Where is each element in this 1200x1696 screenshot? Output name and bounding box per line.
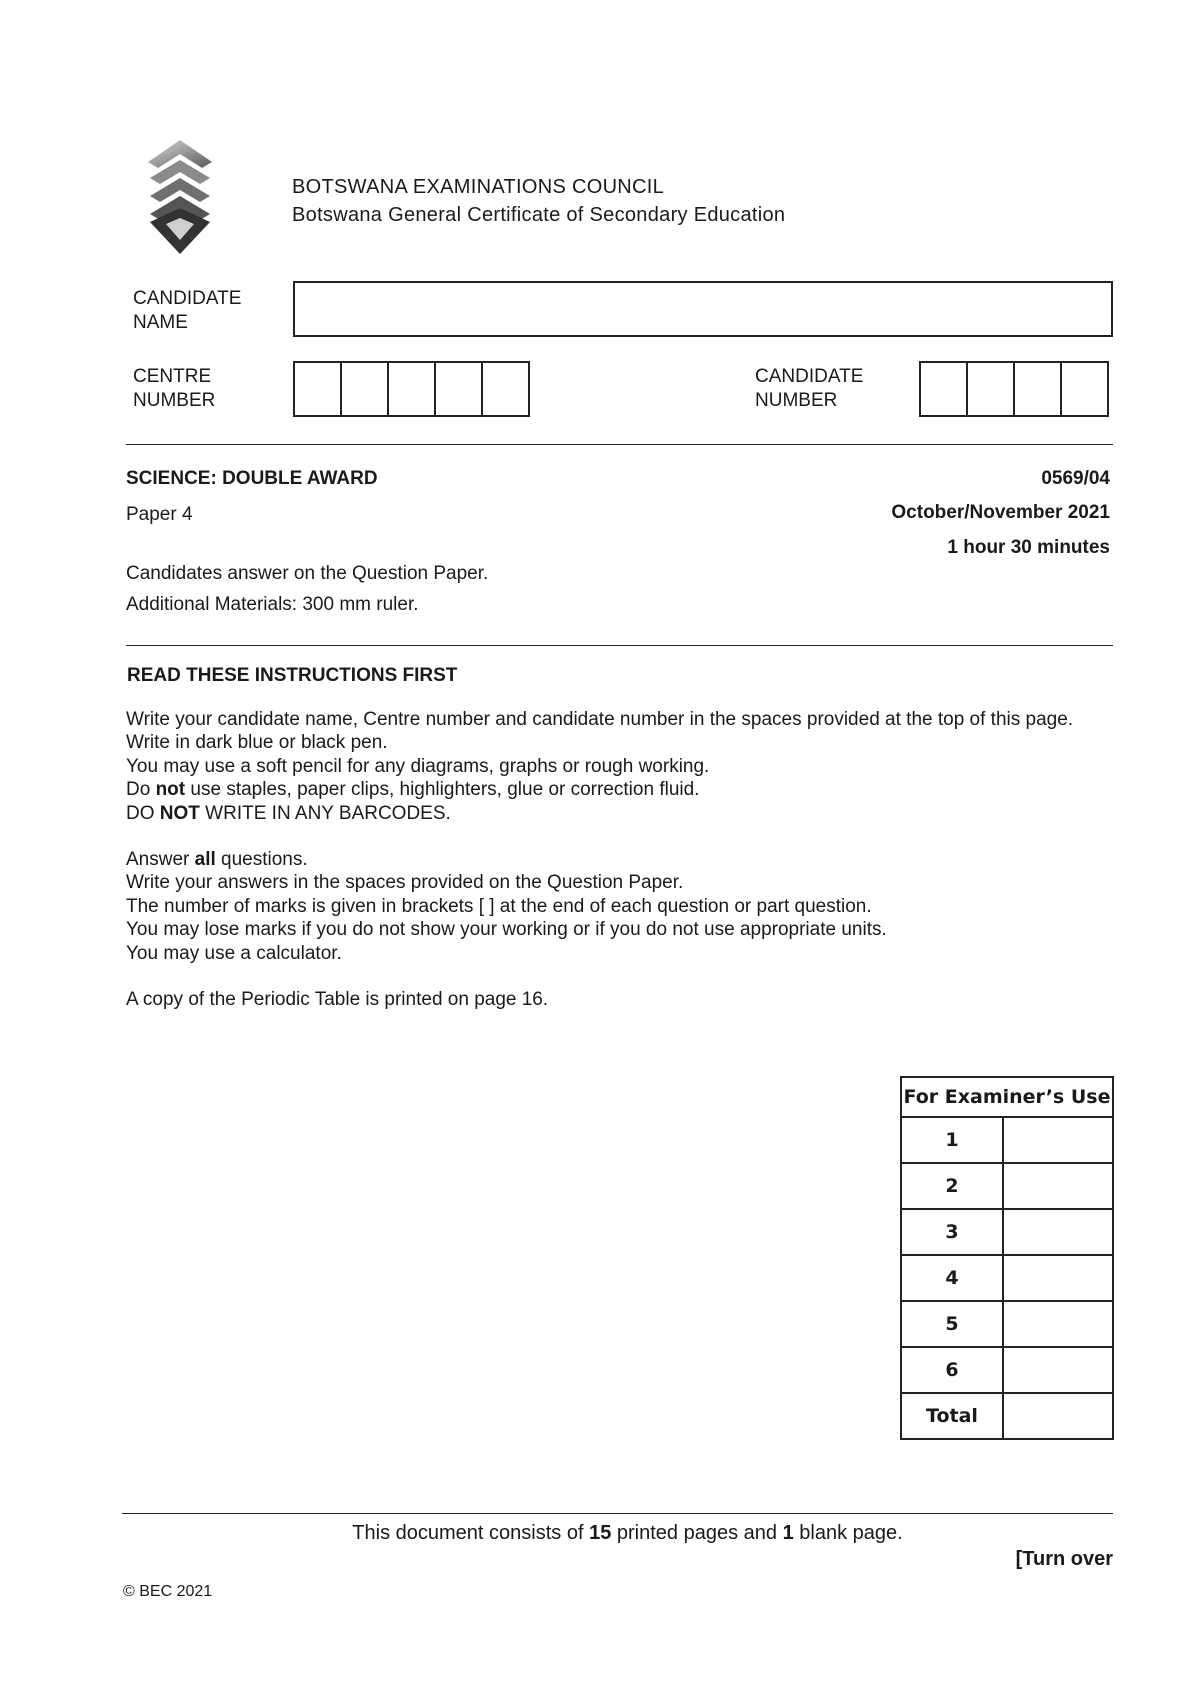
page-count-text: This document consists of (352, 1522, 590, 1544)
mark-cell[interactable] (1003, 1255, 1113, 1301)
divider (126, 645, 1113, 646)
instruction-text: Answer (126, 849, 195, 871)
instruction-line: You may lose marks if you do not show your working or if you do not use appropriate units. (126, 919, 887, 941)
centre-digit-box[interactable] (481, 361, 530, 417)
candidate-name-label-line1: CANDIDATE (133, 288, 242, 309)
instruction-line: A copy of the Periodic Table is printed on page 16. (126, 989, 549, 1011)
candidate-name-field[interactable] (293, 281, 1113, 337)
instruction-line: The number of marks is given in brackets [ ] at the end of each question or part question. (126, 895, 872, 917)
exam-duration: 1 hour 30 minutes (947, 537, 1110, 558)
additional-materials: Additional Materials: 300 mm ruler. (126, 594, 419, 615)
instruction-line: You may use a calculator. (126, 942, 342, 964)
candidate-number-label-line2: NUMBER (755, 390, 838, 411)
centre-digit-box[interactable] (434, 361, 483, 417)
subject-title: SCIENCE: DOUBLE AWARD (126, 468, 378, 489)
candidate-number-label (755, 365, 863, 413)
printed-page-count: 15 (589, 1522, 612, 1544)
candidate-number-field[interactable] (919, 361, 1109, 417)
mark-cell[interactable] (1003, 1163, 1113, 1209)
divider (126, 444, 1113, 445)
instruction-text: Do (126, 779, 156, 801)
copyright: © BEC 2021 (123, 1583, 213, 1600)
instruction-emphasis: not (155, 779, 186, 801)
instructions-heading: READ THESE INSTRUCTIONS FIRST (127, 665, 458, 686)
instruction-line: You may use a soft pencil for any diagrams, graphs or rough working. (126, 755, 710, 777)
candidate-name-label (133, 287, 241, 335)
candidate-digit-box[interactable] (1060, 361, 1109, 417)
instruction-line (126, 778, 1116, 801)
centre-number-label-line2: NUMBER (133, 390, 216, 411)
centre-number-label (133, 365, 215, 413)
exam-session: October/November 2021 (891, 502, 1110, 523)
instruction-emphasis: NOT (159, 802, 200, 824)
certificate-name: Botswana General Certificate of Secondary Education (292, 204, 786, 226)
question-number-cell: 6 (901, 1347, 1003, 1393)
instruction-text: questions. (215, 849, 308, 871)
candidate-digit-box[interactable] (966, 361, 1015, 417)
centre-digit-box[interactable] (293, 361, 342, 417)
question-number-cell: 5 (901, 1301, 1003, 1347)
exam-board-header (292, 173, 785, 229)
blank-page-count: 1 (782, 1522, 794, 1544)
mark-cell[interactable] (1003, 1209, 1113, 1255)
centre-number-field[interactable] (293, 361, 530, 417)
answer-note: Candidates answer on the Question Paper. (126, 563, 489, 584)
instruction-text: WRITE IN ANY BARCODES. (199, 802, 451, 824)
candidate-name-label-line2: NAME (133, 312, 188, 333)
instruction-line (126, 848, 1116, 871)
instruction-text: DO (126, 802, 160, 824)
mark-cell[interactable] (1003, 1347, 1113, 1393)
divider (122, 1513, 1113, 1514)
instruction-text: use staples, paper clips, highlighters, glue or correction fluid. (185, 779, 700, 801)
candidate-number-label-line1: CANDIDATE (755, 366, 864, 387)
page-count-text: printed pages and (611, 1522, 783, 1544)
question-number-cell: 1 (901, 1117, 1003, 1163)
examiner-use-table (900, 1076, 1114, 1440)
question-number-cell: 3 (901, 1209, 1003, 1255)
mark-cell[interactable] (1003, 1117, 1113, 1163)
turn-over-label: [Turn over (1015, 1548, 1113, 1570)
total-label-cell: Total (901, 1393, 1003, 1439)
candidate-digit-box[interactable] (919, 361, 968, 417)
instruction-line (126, 802, 1116, 825)
centre-digit-box[interactable] (387, 361, 436, 417)
bec-logo-icon (140, 138, 220, 256)
instruction-line: Write in dark blue or black pen. (126, 732, 388, 754)
instructions-block (126, 708, 1116, 1011)
page-count-note (0, 1522, 1200, 1545)
instruction-line: Write your answers in the spaces provided on the Question Paper. (126, 872, 684, 894)
paper-number: Paper 4 (126, 504, 193, 525)
total-mark-cell[interactable] (1003, 1393, 1113, 1439)
centre-number-label-line1: CENTRE (133, 366, 212, 387)
instruction-emphasis: all (194, 849, 216, 871)
question-number-cell: 2 (901, 1163, 1003, 1209)
org-name: BOTSWANA EXAMINATIONS COUNCIL (292, 176, 665, 198)
examiner-table-title: For Examiner’s Use (901, 1077, 1113, 1117)
candidate-digit-box[interactable] (1013, 361, 1062, 417)
page-count-text: blank page. (793, 1522, 903, 1544)
question-number-cell: 4 (901, 1255, 1003, 1301)
mark-cell[interactable] (1003, 1301, 1113, 1347)
instruction-line: Write your candidate name, Centre number and candidate number in the spaces provided at the top of this page. (126, 709, 1074, 730)
paper-code: 0569/04 (1041, 468, 1110, 489)
centre-digit-box[interactable] (340, 361, 389, 417)
